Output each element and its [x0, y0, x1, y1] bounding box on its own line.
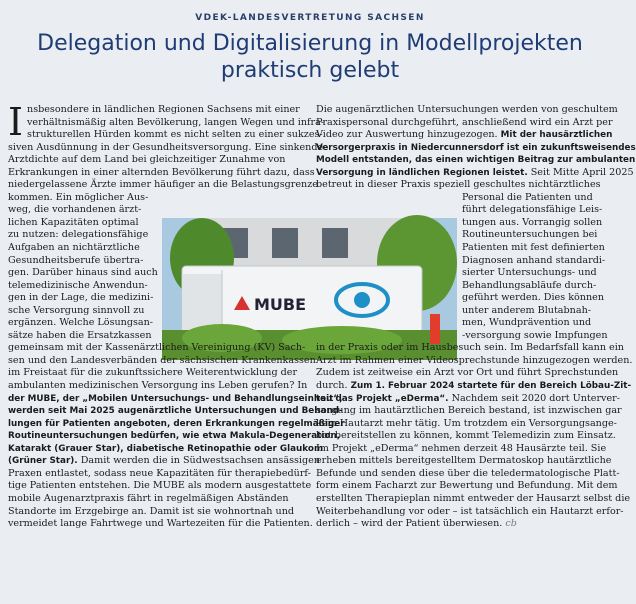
text-run: Versorgung in ländlichen Regionen leistet. [316, 167, 528, 178]
right-body-text [316, 104, 636, 531]
text-line: Erkrankungen in einer alternden Bevölkerung führt dazu, dass [8, 166, 315, 178]
text-run: durch. [316, 380, 348, 392]
text-run: Nachdem seit 2020 dort Unterver- [448, 392, 620, 404]
text-line: niedergelassene Ärzte immer häufiger an die Belastungsgrenze [8, 179, 318, 191]
text-run: derlich – wird der Patient überwiesen. [316, 518, 503, 530]
text-line: strukturellen Hürden kommt es nicht selten zu einer sukzes- [27, 129, 323, 141]
title-line-1: Delegation und Digitalisierung in Modellprojekten [37, 31, 583, 56]
text-line: Die augenärztlichen Untersuchungen werden von geschultem [316, 104, 618, 115]
text-line: Modell entstanden, das einen wichtigen Beitrag zur ambulanten [316, 155, 636, 166]
text-line: in der Praxis oder im Hausbesuch sein. Im Bedarfsfall kann ein [316, 342, 624, 354]
text-line: Katarakt (Grauer Star), diabetische Retinopathie oder Glaukom [8, 443, 324, 454]
text-line: kommen. Ein möglicher Aus- [8, 191, 149, 203]
text-line: zu nutzen: delegationsfähige [8, 229, 149, 241]
text-line: Arztdichte auf dem Land bei gleichzeitiger Zunahme von [8, 154, 286, 166]
text-line: weg, die vorhandenen ärzt- [8, 204, 142, 216]
text-line: erheben mittels bereitgestelltem Dermatoskop hautärztliche [316, 455, 612, 467]
vehicle-logo-text: MUBE [254, 295, 307, 314]
text-line: vermeidet lange Fahrtwege und Wartezeiten für die Patienten. [8, 518, 313, 530]
text-line: nsbesondere in ländlichen Regionen Sachsens mit einer [27, 104, 300, 115]
text-line: sche Versorgung sinnvoll zu [8, 304, 145, 316]
text-line: geführt werden. Dies können [462, 292, 605, 304]
column-right [316, 104, 636, 531]
text-line: Zudem ist zeitweise ein Arzt vor Ort und führt Sprechstunden [316, 367, 619, 379]
text-line: Aufgaben an nichtärztliche [8, 242, 140, 254]
text-line: Patienten mit fest definierten [462, 242, 605, 254]
text-run: tau das Projekt „eDerma“. [316, 393, 449, 404]
text-line: erstellten Therapieplan nimmt entweder der Hausarzt selbst die [316, 492, 631, 504]
section-kicker: VDEK-LANDESVERTRETUNG SACHSEN [195, 13, 425, 23]
text-run: Video zur Auswertung hinzugezogen. [316, 129, 498, 141]
text-line: Versorgerpraxis in Niedercunnersdorf ist ein zukunftsweisendes [316, 142, 636, 153]
text-line: men, Wundprävention und [462, 317, 592, 329]
text-line: Standorte im Erzgebirge an. Damit ist sie wohnortnah und [8, 505, 295, 517]
text-line: kein Hautarzt mehr tätig. Um trotzdem ein Versorgungsange- [316, 417, 617, 429]
text-line: unter anderem Blutabnah- [462, 304, 591, 316]
text-line: Im Projekt „eDerma“ nehmen derzeit 48 Hausärzte teil. Sie [316, 442, 607, 454]
text-line: ambulanten medizinischen Versorgung ins Leben gerufen? In [8, 380, 308, 392]
text-line: -versorgung sowie Impfungen [462, 329, 608, 341]
text-line: sierter Untersuchungs- und [462, 267, 597, 279]
text-run: Mit der hausärztlichen [497, 130, 613, 141]
text-run: (Grüner Star). [8, 456, 78, 467]
text-line: lungen für Patienten angeboten, deren Erkrankungen regelmäßiger [8, 418, 345, 429]
text-line: gemeinsam mit der Kassenärztlichen Vereinigung (KV) Sach- [8, 342, 306, 354]
text-line: tungen aus. Vorrangig sollen [462, 216, 603, 228]
text-line: form einem Facharzt zur Bewertung und Befundung. Mit dem [316, 480, 618, 492]
text-line [316, 380, 632, 393]
text-line: Diagnosen anhand standardi- [462, 254, 606, 266]
text-run: Damit werden die in Südwestsachsen ansässigen [77, 455, 320, 467]
text-line: ergänzen. Welche Lösungsan- [8, 317, 154, 329]
text-line: Befunde und senden diese über die teledermatologische Platt- [316, 467, 620, 479]
text-line: der MUBE, der „Mobilen Untersuchungs- und Behandlungseinheit“, [8, 393, 343, 404]
text-line: verhältnismäßig alten Bevölkerung, langen Wegen und infra- [27, 116, 325, 128]
text-line: siven Ausdünnung in der Gesundheitsversorgung. Eine sinkende [8, 141, 324, 153]
text-line: betreut in dieser Praxis speziell geschultes nichtärztliches [316, 179, 601, 191]
text-line: Praxispersonal durchgeführt, anschließend wird ein Arzt per [316, 116, 613, 128]
text-run: cb [502, 518, 517, 530]
text-line: Praxen entlastet, sodass neue Kapazitäten für therapiebedürf- [8, 467, 311, 479]
text-line: bot bereitstellen zu können, kommt Telemedizin zum Einsatz. [316, 430, 616, 442]
text-line [316, 392, 620, 406]
text-line: mobile Augenarztpraxis fährt in regelmäßigen Abständen [8, 492, 289, 504]
text-line [316, 129, 611, 142]
text-line: Weiterbehandlung vor oder – ist tatsächlich ein Hautarzt erfor- [316, 505, 624, 517]
text-line: werden seit Mai 2025 augenärztliche Untersuchungen und Behand- [8, 406, 343, 417]
text-line: Routineuntersuchungen bedürfen, wie etwa Makula-Degeneration, [8, 431, 341, 442]
text-line: gen. Darüber hinaus sind auch [8, 267, 158, 279]
text-line: im Freistaat für die zukunftssichere Weiterentwicklung der [8, 367, 298, 379]
text-line: sorgung im hautärztlichen Bereich bestand, ist inzwischen gar [316, 405, 622, 417]
text-line: lichen Kapazitäten optimal [8, 216, 139, 228]
text-line: telemedizinische Anwendun- [8, 279, 148, 291]
text-line: Routineuntersuchungen bei [462, 229, 598, 241]
text-line [316, 518, 611, 531]
text-line: Behandlungsabläufe durch- [462, 279, 597, 291]
text-line [8, 455, 320, 468]
text-line [316, 166, 634, 180]
text-line: Personal die Patienten und [462, 191, 593, 203]
text-line: tige Patienten entstehen. Die MUBE als modern ausgestattete [8, 480, 312, 492]
text-line: sätze haben die Ersatzkassen [8, 329, 152, 341]
article-title [0, 30, 620, 84]
text-line: Gesundheitsberufe übertra- [8, 254, 144, 266]
drop-cap: I [8, 100, 24, 144]
text-run: Zum 1. Februar 2024 startete für den Bereich Löbau-Zit- [347, 381, 632, 392]
text-run: Seit Mitte April 2025 [527, 166, 634, 178]
text-line: sen und den Landesverbänden der sächsischen Krankenkassen [8, 354, 316, 366]
title-line-2: praktisch gelebt [220, 58, 400, 83]
text-line: führt delegationsfähige Leis- [462, 204, 603, 216]
text-line: Arzt im Rahmen einer Videosprechstunde hinzugezogen werden. [316, 354, 633, 366]
text-line: gen in der Lage, die medizini- [8, 292, 154, 304]
